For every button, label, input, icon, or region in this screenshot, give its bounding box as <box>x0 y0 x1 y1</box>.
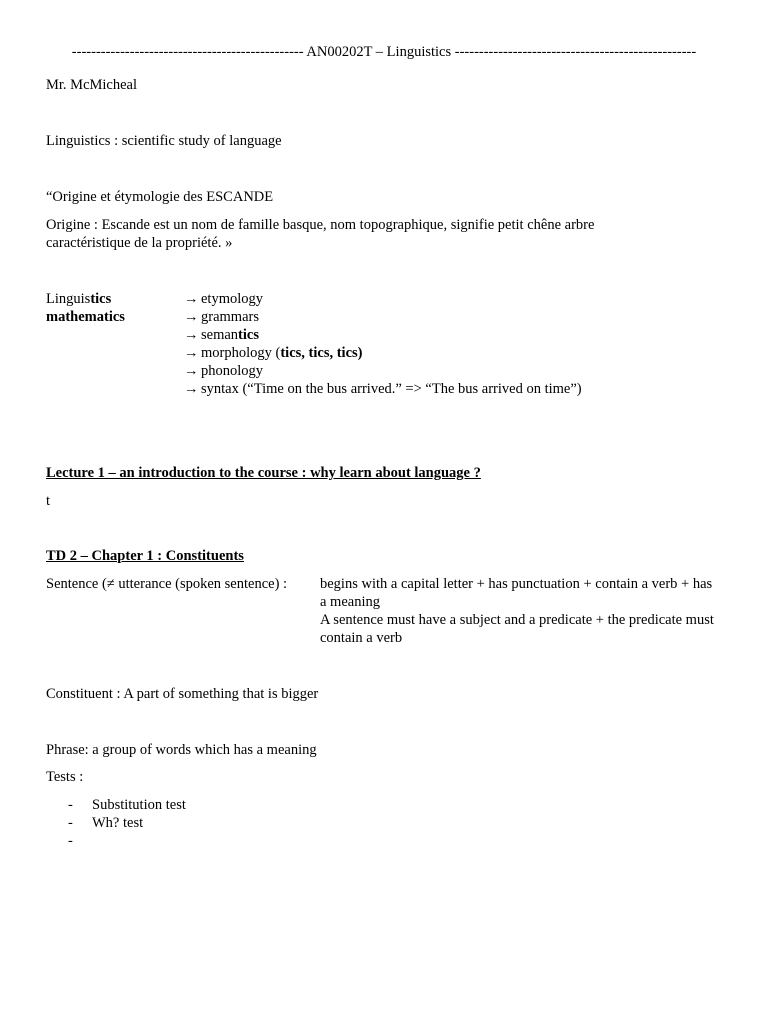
arrow-icon: → <box>184 327 199 343</box>
phrase-definition: Phrase: a group of words which has a meaning <box>46 742 317 758</box>
arrow-item-syntax: → syntax (“Time on the bus arrived.” => “The bus arrived on time”) <box>184 381 582 397</box>
list-bullet: - <box>68 797 73 813</box>
arrow-icon: → <box>184 345 199 361</box>
tests-label: Tests : <box>46 769 84 785</box>
list-bullet: - <box>68 833 73 849</box>
arrow-icon: → <box>184 291 199 307</box>
sentence-term: Sentence (≠ utterance (spoken sentence) : <box>46 576 288 592</box>
arrow-item-morphology: → morphology (tics, tics, tics) <box>184 345 363 361</box>
arrow-item-semantics: → semantics <box>184 327 259 343</box>
list-item-substitution-test: Substitution test <box>92 797 186 813</box>
lecture1-body: t <box>46 493 51 509</box>
td2-heading: TD 2 – Chapter 1 : Constituents <box>46 548 244 564</box>
list-item-wh-test: Wh? test <box>92 815 144 831</box>
lecture1-heading: Lecture 1 – an introduction to the course : why learn about language ? <box>46 465 481 481</box>
quote-line-1: Origine : Escande est un nom de famille basque, nom topographique, signifie petit chêne arbre <box>46 217 595 233</box>
teacher-name: Mr. McMicheal <box>46 77 138 93</box>
quote-title: “Origine et étymologie des ESCANDE <box>46 189 274 205</box>
sentence-definition-2: A sentence must have a subject and a predicate + the predicate must contain a verb <box>320 612 714 646</box>
arrow-item-etymology: → etymology <box>184 291 264 307</box>
sentence-definition-1: begins with a capital letter + has punctuation + contain a verb + has a meaning <box>320 576 713 610</box>
document-header: ------------------------------------------------ AN00202T – Linguistics -------------------------------------------------- <box>71 44 697 60</box>
constituent-definition: Constituent : A part of something that is bigger <box>46 686 319 702</box>
arrow-icon: → <box>184 363 199 379</box>
arrow-item-grammars: → grammars <box>184 309 259 325</box>
arrow-icon: → <box>184 381 199 397</box>
linguistics-definition: Linguistics : scientific study of language <box>46 133 282 149</box>
quote-line-2: caractéristique de la propriété. » <box>46 235 233 251</box>
arrow-icon: → <box>184 309 199 325</box>
arrow-item-phonology: → phonology <box>184 363 264 379</box>
list-bullet: - <box>68 815 73 831</box>
tics-word-linguistics: Linguistics <box>46 291 112 307</box>
tics-word-mathematics: mathematics <box>46 309 125 325</box>
